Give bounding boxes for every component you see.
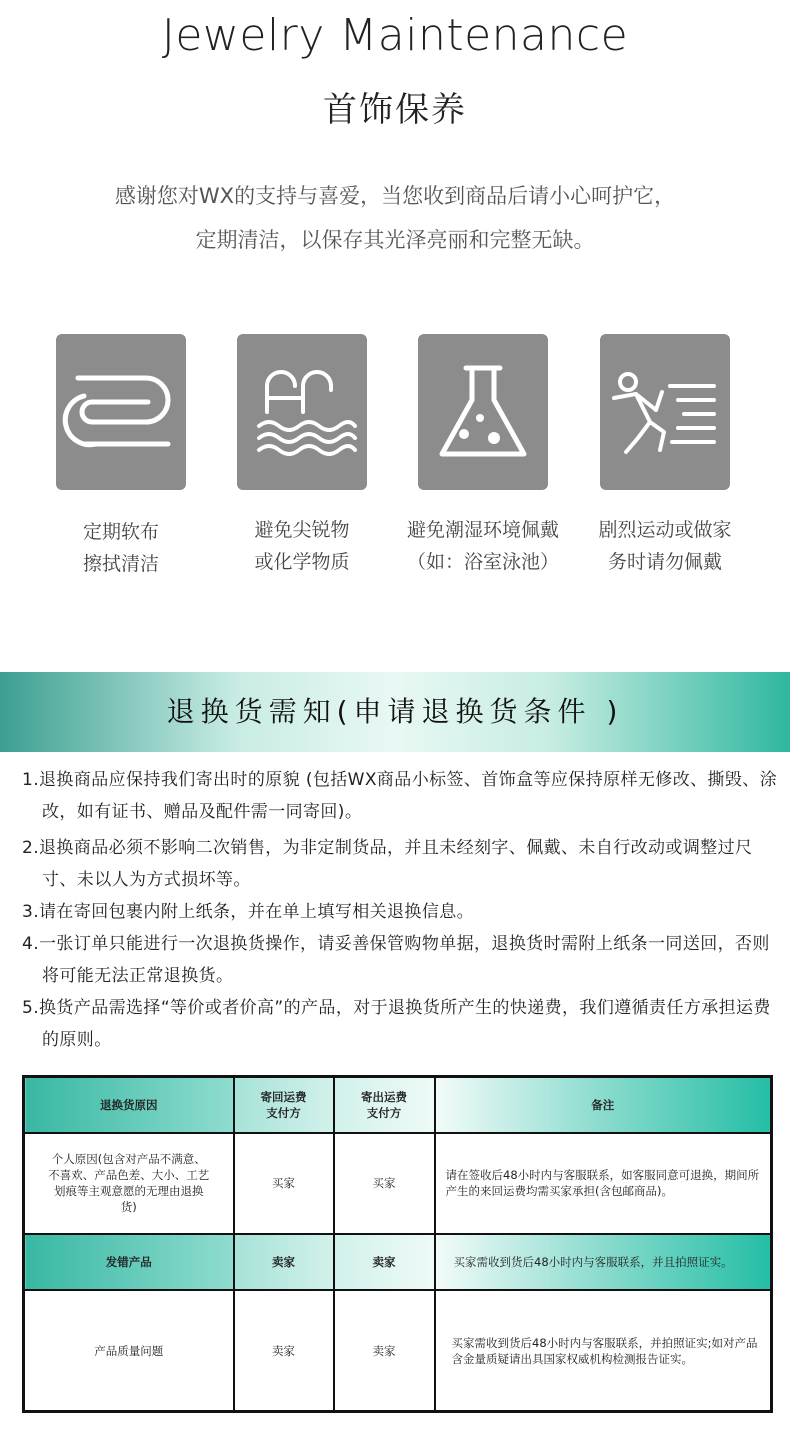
header-reason: 退换货原因	[24, 1077, 234, 1134]
care-tip-4-line2: 务时请勿佩戴	[607, 551, 722, 573]
care-tip-4-line1: 剧烈运动或做家	[598, 519, 732, 541]
cell-reason: 发错产品	[24, 1234, 234, 1291]
care-tip-4-icon-box	[600, 334, 730, 490]
page-title-cn: 首饰保养	[323, 90, 467, 130]
header-return-shipping: 寄回运费 支付方	[234, 1077, 334, 1134]
rule-item: 5.换货产品需选择“等价或者价高”的产品，对于退换货所产生的快递费，我们遵循责任方承担运费的原则。	[22, 998, 771, 1050]
care-tip-2-line2: 或化学物质	[254, 551, 350, 573]
rule-item: 2.退换商品必须不影响二次销售，为非定制货品，并且未经刻字、佩戴、未自行改动或调整过尺寸、未以人为方式损坏等。	[22, 838, 753, 890]
cell-note: 买家需收到货后48小时内与客服联系，并且拍照证实。	[435, 1234, 772, 1291]
care-tip-1-line2: 擦拭清洁	[82, 553, 159, 575]
flask-icon	[418, 334, 548, 490]
intro-line-1: 感谢您对WX的支持与喜爱，当您收到商品后请小心呵护它，	[114, 184, 676, 208]
cell-return-payer: 卖家	[234, 1234, 334, 1291]
return-policy-banner: 退换货需知(申请退换货条件 )	[0, 672, 790, 752]
care-tip-1-icon-box	[56, 334, 186, 490]
care-tip-2-line1: 避免尖锐物	[254, 519, 350, 541]
rule-item: 1.退换商品应保持我们寄出时的原貌 (包括WX商品小标签、首饰盒等应保持原样无修改、撕毁、涂改，如有证书、赠品及配件需一同寄回)。	[22, 770, 778, 822]
pool-icon	[237, 334, 367, 490]
rule-item: 4.一张订单只能进行一次退换货操作，请妥善保管购物单据，退换货时需附上纸条一同送回，否则将可能无法正常退换货。	[22, 934, 770, 986]
cell-send-payer: 卖家	[334, 1234, 435, 1291]
running-icon	[600, 334, 730, 490]
table-row	[24, 1234, 772, 1291]
header-note: 备注	[435, 1077, 772, 1134]
care-tip-2-icon-box	[237, 334, 367, 490]
cell-reason: 产品质量问题	[24, 1290, 234, 1411]
cell-return-payer: 卖家	[234, 1290, 334, 1411]
care-tip-2-caption	[202, 514, 402, 578]
intro-line-2: 定期清洁，以保存其光泽亮丽和完整无缺。	[195, 228, 595, 252]
table-row	[24, 1133, 772, 1234]
table-header-row	[24, 1077, 772, 1134]
care-tip-1-caption	[21, 516, 221, 580]
table-row	[24, 1290, 772, 1411]
page-title-en: Jewelry Maintenance	[161, 10, 629, 61]
cell-send-payer: 卖家	[334, 1290, 435, 1411]
header-send-shipping: 寄出运费 支付方	[334, 1077, 435, 1134]
care-tip-3-line1: 避免潮湿环境佩戴	[406, 519, 559, 541]
cell-note: 请在签收后48小时内与客服联系，如客服同意可退换，期间所产生的来回运费均需买家承担(含包邮商品)。	[435, 1133, 772, 1234]
care-tip-3-icon-box	[418, 334, 548, 490]
care-tip-1-line1: 定期软布	[82, 521, 159, 543]
return-policy-table	[22, 1075, 773, 1413]
cell-send-payer: 买家	[334, 1133, 435, 1234]
care-tip-3-caption	[383, 514, 583, 578]
rule-item: 3.请在寄回包裹内附上纸条，并在单上填写相关退换信息。	[22, 902, 475, 922]
cell-note: 买家需收到货后48小时内与客服联系，并拍照证实;如对产品含金量质疑请出具国家权威机构检测报告证实。	[435, 1290, 772, 1411]
care-tip-3-line2: （如：浴室泳池）	[406, 551, 559, 573]
care-tip-4-caption	[565, 514, 765, 578]
cloth-icon	[56, 334, 186, 490]
return-rules-list	[22, 764, 778, 1056]
cell-reason: 个人原因(包含对产品不满意、不喜欢、产品色差、大小、工艺划痕等主观意愿的无理由退换货)	[24, 1133, 234, 1234]
cell-return-payer: 买家	[234, 1133, 334, 1234]
